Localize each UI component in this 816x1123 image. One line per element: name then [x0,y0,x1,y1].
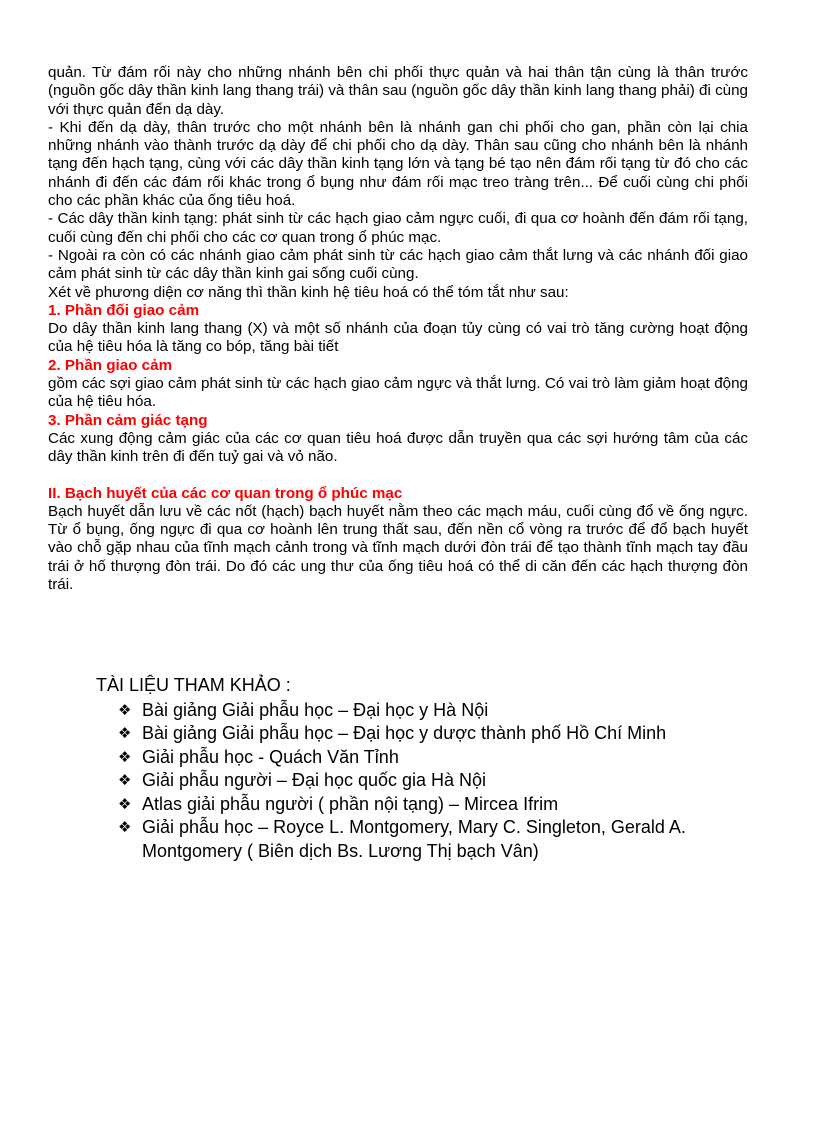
reference-item [118,769,736,793]
diamond-bullet-icon: ❖ [118,748,132,766]
paragraph: Xét về phương diện cơ năng thì thần kinh hệ tiêu hoá có thể tóm tắt như sau: [48,283,569,301]
diamond-bullet-icon: ❖ [118,772,132,789]
section-heading: II. Bạch huyết của các cơ quan trong ổ phúc mạc [48,484,403,502]
spacer [48,467,748,485]
document-body [48,64,748,594]
subsection-heading: 2. Phần giao cảm [48,356,173,374]
reference-text: Bài giảng Giải phẫu học – Đại học y dược thành phố Hồ Chí Minh [142,723,667,743]
reference-text: Giải phẫu người – Đại học quốc gia Hà Nội [142,770,487,790]
reference-text: Atlas giải phẫu người ( phần nội tạng) – Mircea Ifrim [142,793,559,814]
reference-item [118,699,736,723]
paragraph: Bạch huyết dẫn lưu về các nốt (hạch) bạch huyết nằm theo các mạch máu, cuối cùng đổ về ống ngực. Từ ổ bụng, ống ngực đi qua cơ hoành lên trung thất sau, đến nền cổ vòng ra trước để đổ bạch huyết vào chỗ gặp nhau của tĩnh mạch cảnh trong và tĩnh mạch dưới đòn trái để tạo thành tĩnh mạch tay đầu trái ở hố thượng đòn trái. Do đó các ung thư của ống tiêu hoá có thể di căn đến các hạch thượng đòn trái. [48,502,748,594]
reference-text: Giải phẫu học – Royce L. Montgomery, Mary C. Singleton, Gerald A. Montgomery ( Biên dịch Bs. Lương Thị bạch Vân) [142,817,686,861]
paragraph: - Các dây thần kinh tạng: phát sinh từ các hạch giao cảm ngực cuối, đi qua cơ hoành đến đám rối tạng, cuối cùng đến chi phối cho các cơ quan trong ổ phúc mạc. [48,210,748,246]
reference-item [118,722,736,746]
references-title: TÀI LIỆU THAM KHẢO : [96,675,291,695]
paragraph: Do dây thần kinh lang thang (X) và một số nhánh của đoạn tủy cùng có vai trò tăng cường hoạt động của hệ tiêu hóa là tăng co bóp, tăng bài tiết [48,320,748,356]
paragraph: quản. Từ đám rối này cho những nhánh bên chi phối thực quản và hai thân tận cùng là thân trước (nguồn gốc dây thần kinh lang thang trái) và thân sau (nguồn gốc dây thần kinh lang thang phải) đi cùng với thực quản đến dạ dày. [48,64,748,118]
references-section [96,674,736,863]
reference-item [118,746,736,770]
subsection-heading: 1. Phần đối giao cảm [48,301,200,319]
references-list [96,699,736,864]
diamond-bullet-icon: ❖ [118,795,132,813]
subsection-heading: 3. Phần cảm giác tạng [48,411,208,429]
reference-text: Bài giảng Giải phẫu học – Đại học y Hà Nội [142,699,489,720]
diamond-bullet-icon: ❖ [118,701,132,719]
diamond-bullet-icon: ❖ [118,819,132,836]
diamond-bullet-icon: ❖ [118,725,132,742]
paragraph: Các xung động cảm giác của các cơ quan tiêu hoá được dẫn truyền qua các sợi hướng tâm của các dây thần kinh trên đi đến tuỷ gai và vỏ não. [48,429,748,466]
reference-item [118,793,736,817]
paragraph: gồm các sợi giao cảm phát sinh từ các hạch giao cảm ngực và thắt lưng. Có vai trò làm giảm hoạt động của hệ tiêu hóa. [48,375,748,411]
paragraph: - Khi đến dạ dày, thân trước cho một nhánh bên là nhánh gan chi phối cho gan, phần còn lại chia những nhánh vào thành trước dạ dày để chi phối cho dạ dày. Thân sau cũng cho nhánh bên là nhánh tạng đến hạch tạng, cùng với các dây thần kinh tạng lớn và tạng bé tạo nên đám rối tạng từ đó cho các nhánh đi đến các đám rối khác trong ổ bụng như đám rối mạc treo tràng trên... Để cuối cùng chi phối cho các phần khác của ống tiêu hoá. [48,118,748,210]
paragraph: - Ngoài ra còn có các nhánh giao cảm phát sinh từ các hạch giao cảm thắt lưng và các nhánh đối giao cảm phát sinh từ các dây thần kinh gai sống cuối cùng. [48,246,748,283]
reference-item [118,816,736,863]
reference-text: Giải phẫu học - Quách Văn Tỉnh [142,746,399,767]
